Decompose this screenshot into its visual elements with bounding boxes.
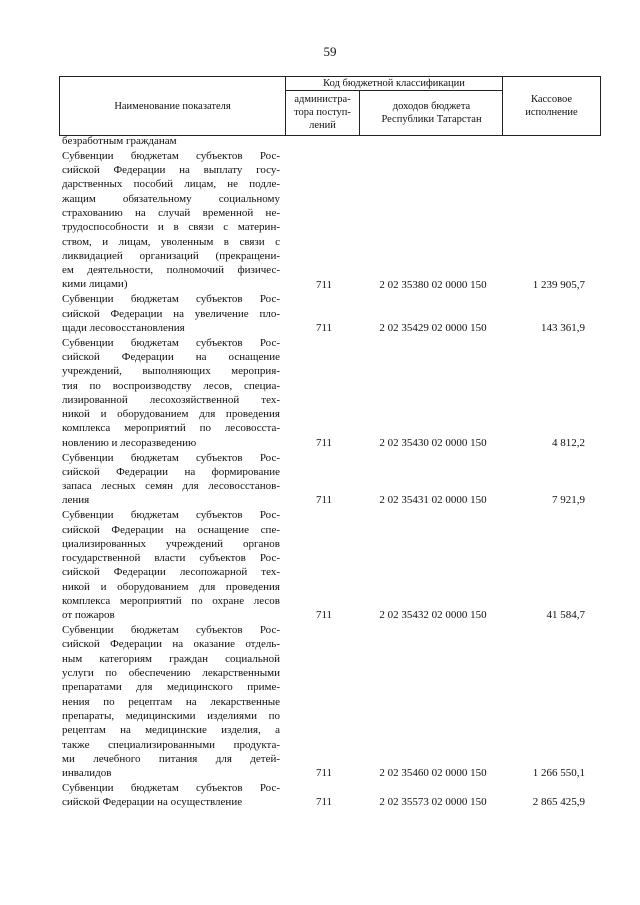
amount-cell: 41 584,7 [546,609,585,622]
admin-code-cell: 711 [315,321,333,334]
indicator-name-line: никой и оборудованием для проведения [62,580,280,593]
indicator-name-line: тия по воспроизводству лесов, специа- [62,379,280,392]
amount-cell: 1 239 905,7 [532,278,585,291]
indicator-name-line: сийской Федерации лесопожарной тех- [62,566,280,579]
indicator-name-line: никой и оборудованием для проведения [62,408,280,421]
amount-cell: 2 865 425,9 [532,796,585,809]
table-row [0,623,640,780]
indicator-name [62,134,280,148]
indicator-name-line: щади лесовосстановления [62,321,185,334]
table-row [0,336,640,450]
indicator-name-line: новлению и лесоразведению [62,436,197,449]
header-name-column: Наименование показателя [60,77,286,135]
indicator-name-line: циализированных учреждений органов [62,537,280,550]
indicator-name-line: препараты, медицинскими изделиями по [62,709,280,722]
indicator-name-line: Субвенции бюджетам субъектов Рос- [62,451,280,464]
indicator-name-line: дарственных пособий лицам, не подле- [62,178,280,191]
indicator-name-line: сийской Федерации на формирование [62,465,280,478]
indicator-name-line: учреждений, выполняющих мероприя- [62,365,280,378]
table-row [0,508,640,622]
indicator-name-line: кими лицами) [62,278,128,291]
indicator-name-line: нения по рецептам на лекарственные [62,695,280,708]
indicator-name-line: сийской Федерации на увеличение пло- [62,307,280,320]
amount-cell: 143 361,9 [541,321,585,334]
header-admin-line: администра- [294,94,351,105]
indicator-name-line: запаса лесных семян для лесовосстанов- [62,480,280,493]
indicator-name [62,508,280,622]
indicator-name-line: комплекса мероприятий по охране лесов [62,595,280,608]
income-code-cell: 2 02 35460 02 0000 150 [379,767,487,780]
indicator-name-line: комплекса мероприятий по лесовосста- [62,422,280,435]
admin-code-cell: 711 [315,767,333,780]
header-admin-column [286,91,360,135]
indicator-name [62,623,280,780]
header-amount-line: исполнение [525,107,578,118]
indicator-name-line: услуги по обеспечению лекарственными [62,667,280,680]
indicator-name-line: сийской Федерации на оказание отдель- [62,638,280,651]
indicator-name-line: Субвенции бюджетам субъектов Рос- [62,624,280,637]
header-admin-line: тора поступ- [294,107,351,118]
indicator-name-line: препаратами для медицинского приме- [62,681,280,694]
indicator-name-line: трудоспособности и в связи с материн- [62,221,280,234]
income-code-cell: 2 02 35573 02 0000 150 [379,796,487,809]
income-code-cell: 2 02 35431 02 0000 150 [379,494,487,507]
amount-cell: 4 812,2 [552,436,585,449]
header-income-line: доходов бюджета [392,101,471,112]
indicator-name-line: сийской Федерации на осуществление [62,796,243,809]
income-code-cell: 2 02 35429 02 0000 150 [379,321,487,334]
admin-code-cell: 711 [315,494,333,507]
admin-code-cell: 711 [315,609,333,622]
indicator-name-line: ликвидацией организаций (прекращени- [62,249,280,262]
indicator-name-line: страхованию на случай временной не- [62,206,280,219]
table-row [0,134,640,148]
page-number: 59 [323,44,337,59]
indicator-name-line: ством, и лицам, уволенным в связи с [62,235,280,248]
table-row [0,781,640,810]
admin-code-cell: 711 [315,796,333,809]
indicator-name-line: Субвенции бюджетам субъектов Рос- [62,149,280,162]
indicator-name-line: Субвенции бюджетам субъектов Рос- [62,293,280,306]
table-header [59,76,601,136]
indicator-name-line: сийской Федерации на оснащение спе- [62,523,280,536]
header-amount-line: Кассовое [530,94,573,105]
indicator-name-line: также специализированными продукта- [62,738,280,751]
table-row [0,451,640,508]
amount-cell: 7 921,9 [552,494,585,507]
income-code-cell: 2 02 35380 02 0000 150 [379,278,487,291]
admin-code-cell: 711 [315,436,333,449]
indicator-name [62,149,280,292]
indicator-name-line: ми лечебного питания для детей- [62,752,280,765]
indicator-name [62,336,280,450]
table-row [0,149,640,292]
indicator-name-line: Субвенции бюджетам субъектов Рос- [62,782,280,794]
income-code-cell: 2 02 35432 02 0000 150 [379,609,487,622]
header-income-line: Республики Татарстан [381,114,482,125]
header-amount-column [503,77,600,135]
table-row [0,292,640,335]
indicator-name-line: сийской Федерации на оснащение [62,350,280,363]
indicator-name [62,292,280,335]
header-income-column [361,91,503,135]
indicator-name [62,451,280,508]
indicator-name-line: рецептам на медицинские изделия, а [62,724,280,737]
indicator-name-line: ным категориям граждан социальной [62,652,280,665]
income-code-cell: 2 02 35430 02 0000 150 [379,436,487,449]
indicator-name-line: Субвенции бюджетам субъектов Рос- [62,336,280,349]
indicator-name-line: от пожаров [62,609,115,622]
amount-cell: 1 266 550,1 [532,767,585,780]
indicator-name-line: жащим обязательному социальному [62,192,280,205]
indicator-name-line: сийской Федерации на выплату госу- [62,164,280,177]
indicator-name-line: безработным гражданам [62,135,177,147]
indicator-name [62,781,280,810]
header-admin-line: лений [309,120,336,131]
indicator-name-line: ления [62,494,90,507]
indicator-name-line: лизированной лесохозяйственной тех- [62,393,280,406]
indicator-name-line: государственной власти субъектов Рос- [62,552,280,565]
admin-code-cell: 711 [315,278,333,291]
indicator-name-line: Субвенции бюджетам субъектов Рос- [62,509,280,522]
indicator-name-line: ем деятельности, полномочий физичес- [62,264,280,277]
indicator-name-line: инвалидов [62,767,112,780]
header-code-group: Код бюджетной классификации [286,77,503,91]
